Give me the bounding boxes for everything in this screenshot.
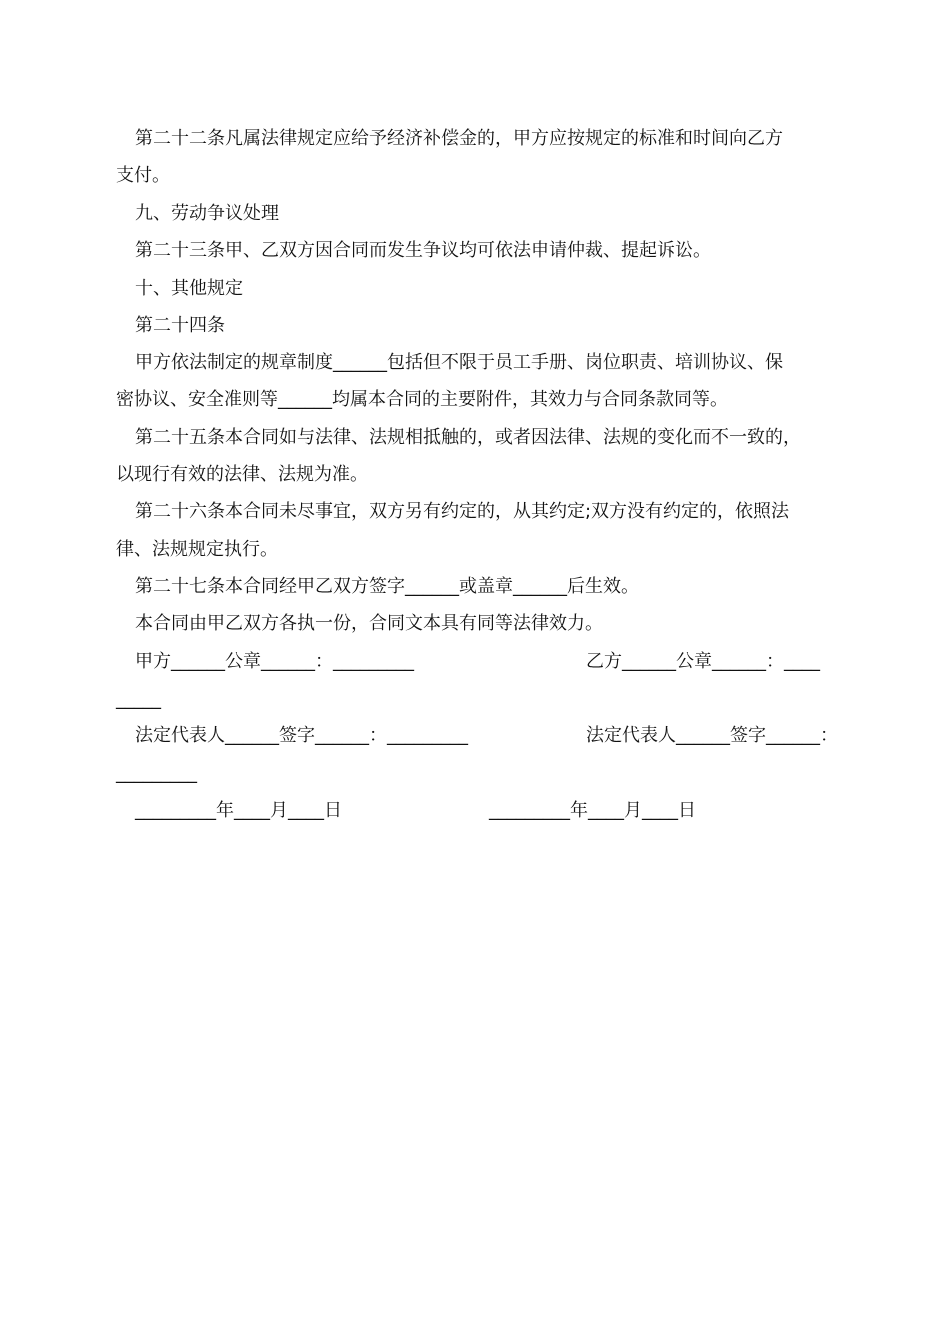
party-b-representative-continuation: _________	[116, 763, 197, 784]
article-22-line-2: 支付。	[116, 165, 170, 186]
article-26-line-2: 律、法规规定执行。	[116, 539, 278, 560]
article-24-heading: 第二十四条	[135, 315, 225, 336]
article-22-line-1: 第二十二条凡属法律规定应给予经济补偿金的，甲方应按规定的标准和时间向乙方	[135, 128, 783, 149]
article-24-line-2: 密协议、安全准则等______均属本合同的主要附件，其效力与合同条款同等。	[116, 389, 728, 410]
article-23: 第二十三条甲、乙双方因合同而发生争议均可依法申请仲裁、提起诉讼。	[135, 240, 711, 261]
section-9-heading: 九、劳动争议处理	[135, 203, 279, 224]
party-b-date-line: _________年____月____日	[489, 800, 696, 821]
party-a-date-line: _________年____月____日	[135, 800, 342, 821]
article-25-line-1: 第二十五条本合同如与法律、法规相抵触的，或者因法律、法规的变化而不一致的，	[135, 427, 801, 448]
party-a-seal-line: 甲方______公章______：_________	[135, 651, 414, 672]
article-25-line-2: 以现行有效的法律、法规为准。	[116, 464, 368, 485]
party-b-seal-line: 乙方______公章______：____	[586, 651, 820, 672]
party-b-seal-continuation: _____	[116, 689, 161, 710]
copies-clause: 本合同由甲乙双方各执一份，合同文本具有同等法律效力。	[135, 613, 603, 634]
party-b-representative-line: 法定代表人______签字______：	[586, 725, 838, 746]
article-26-line-1: 第二十六条本合同未尽事宜，双方另有约定的，从其约定;双方没有约定的，依照法	[135, 501, 790, 522]
party-a-representative-line: 法定代表人______签字______：_________	[135, 725, 468, 746]
section-10-heading: 十、其他规定	[135, 278, 243, 299]
article-27: 第二十七条本合同经甲乙双方签字______或盖章______后生效。	[135, 576, 639, 597]
article-24-line-1: 甲方依法制定的规章制度______包括但不限于员工手册、岗位职责、培训协议、保	[135, 352, 783, 373]
